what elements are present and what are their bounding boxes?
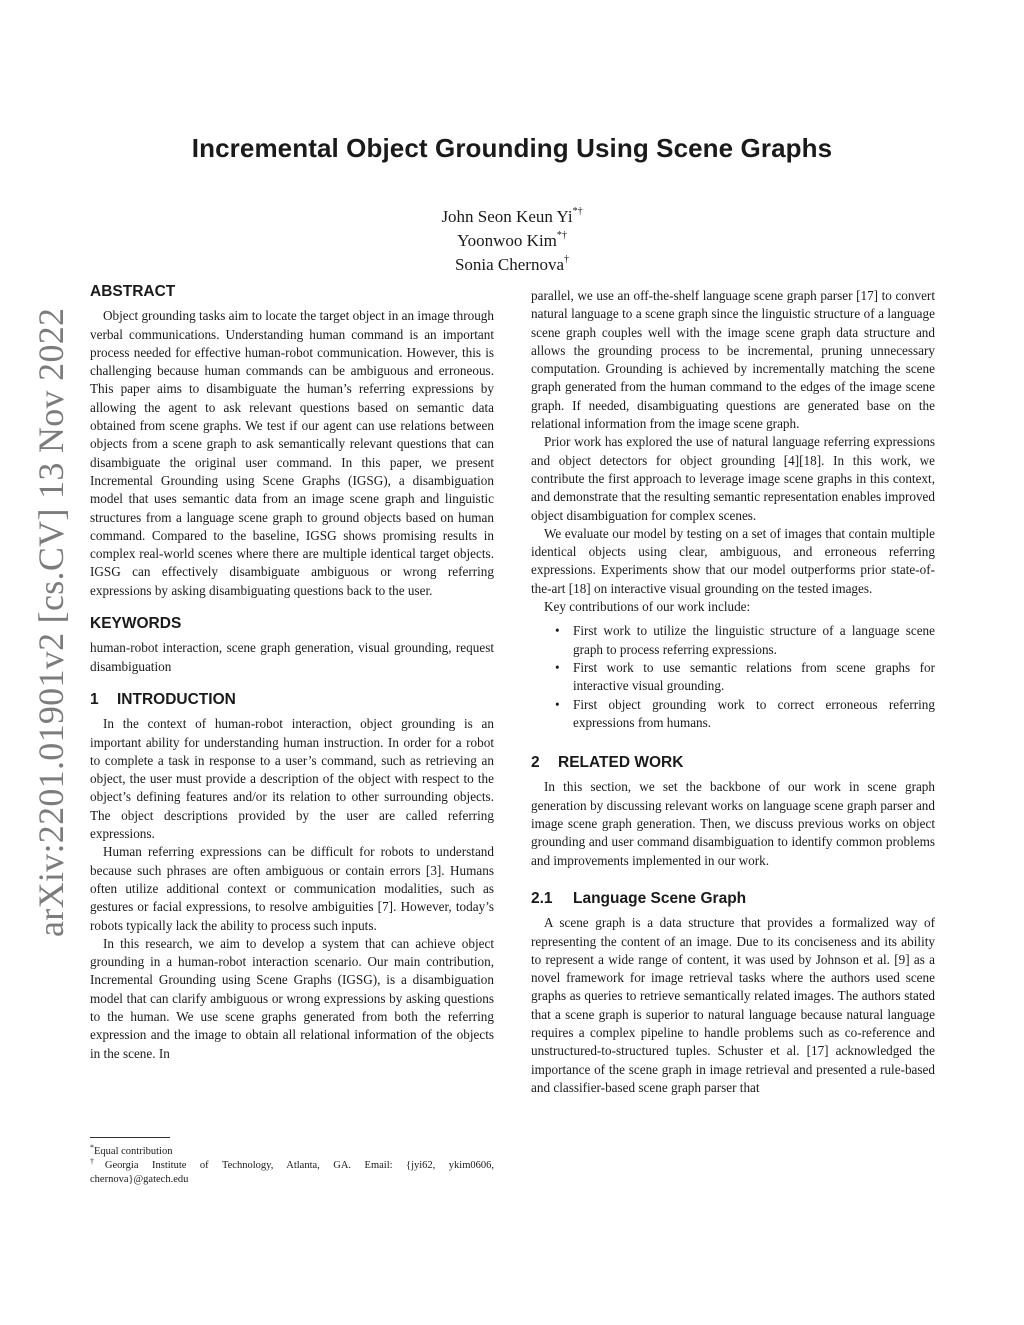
arxiv-stamp: arXiv:2201.01901v2 [cs.CV] 13 Nov 2022 <box>31 307 71 937</box>
contributions-list <box>531 622 935 732</box>
list-item: • First object grounding work to correct erroneous referring expressions from humans. <box>551 696 935 733</box>
intro-paragraph: We evaluate our model by testing on a set of images that contain multiple identical objects using clear, ambiguous, and erroneous referring expressions. Experiments show that our model outperforms prior state-of-the-art [18] on interactive visual grounding on the tested images. <box>531 525 935 596</box>
intro-paragraph: In this research, we aim to develop a system that can achieve object grounding in a human-robot interaction scenario. Our main contribution, Incremental Grounding using Scene Graphs (IGSG), is a disambiguation model that can clarify ambiguous or wrong expressions by asking questions to the human. We use scene graphs generated from both the referring expression and the image to obtain all relational information of the objects in the scene. In <box>90 935 494 1061</box>
author: Yoonwoo Kim*† <box>457 230 567 250</box>
author-marks: *† <box>572 206 583 217</box>
subsection-paragraph: A scene graph is a data structure that provides a formalized way of representing the content of an image. Due to its conciseness and its ability to represent a wide range of content, it was used by Johnson et al. [9] as a novel framework for image retrieval tasks where the authors used scene graphs as queries to retrieve semantically related images. The authors stated that a scene graph is superior to natural language because natural language requires a complex pipeline to handle problems such as co-reference and unstructured-to-structured tuples. Schuster et al. [17] acknowledged the importance of the scene graph in image retrieval and presented a rule-based and classifier-based scene graph parser that <box>531 915 935 1095</box>
author: John Seon Keun Yi*† <box>441 206 583 226</box>
intro-paragraph: In the context of human-robot interaction, object grounding is an important ability for understanding human instruction. In order for a robot to complete a task in response to a user’s command, such as retrieving an object, the user must provide a description of the object with respect to the object’s defining features and/or its relation to other surrounding objects. The object descriptions provided by the user are called referring expressions. <box>90 716 494 842</box>
intro-heading: 1 INTRODUCTION <box>90 690 236 708</box>
author-marks: *† <box>556 230 567 241</box>
keywords-heading: KEYWORDS <box>90 615 182 633</box>
list-item: • First work to use semantic relations from scene graphs for interactive visual grounding. <box>551 659 935 696</box>
author-marks: † <box>564 254 570 265</box>
footnote-rule <box>90 1137 170 1138</box>
intro-paragraph: parallel, we use an off-the-shelf language scene graph parser [17] to convert natural language to a scene graph since the linguistic structure of a language scene graph couples well with the image scene graph data structure and allows the grounding process to be incremental, pruning unnecessary computation. Grounding is achieved by incrementally matching the scene graph generated from the human command to the edges of the image scene graph. If needed, disambiguating questions are generated base on the relational information from the image scene graph. <box>531 288 935 432</box>
left-column <box>90 283 494 1063</box>
intro-paragraph: Human referring expressions can be difficult for robots to understand because such phrases are often ambiguous or contain errors [3]. Humans often utilize additional context or communication modalities, such as gestures or facial expressions, to resolve ambiguities [7]. However, today’s robots typically lack the ability to process such inputs. <box>90 844 494 933</box>
abstract-heading: ABSTRACT <box>90 283 176 300</box>
footnote: *Equal contribution <box>90 1143 173 1157</box>
author-list <box>312 205 712 277</box>
related-heading: 2 RELATED WORK <box>531 754 684 772</box>
intro-paragraph: Prior work has explored the use of natural language referring expressions and object detectors for object grounding [4][18]. In this work, we contribute the first approach to leverage image scene graphs in this context, and demonstrate that the resulting semantic representation enables improved object disambiguation for complex scenes. <box>531 434 935 523</box>
footnotes <box>90 1137 494 1187</box>
paper-title: Incremental Object Grounding Using Scene Graphs <box>191 133 833 163</box>
author: Sonia Chernova† <box>454 254 570 274</box>
abstract-text: Object grounding tasks aim to locate the target object in an image through verbal communications. Understanding human command is an important process needed for effective human-robot communication. However, this is challenging because human commands can be ambiguous and erroneous. This paper aims to disambiguate the human’s referring expressions by allowing the agent to ask relevant questions based on semantic data obtained from scene graphs. We test if our agent can use relations between objects from a scene graph to ask semantically relevant questions that can disambiguate the original user command. In this paper, we present Incremental Grounding using Scene Graphs (IGSG), a disambiguation model that uses semantic data from an image scene graph and linguistic structures from a language scene graph to ground objects based on human command. Compared to the baseline, IGSG shows promising results in complex real-world scenes where there are multiple identical target objects. IGSG can effectively disambiguate ambiguous or wrong referring expressions by asking disambiguating questions back to the user. <box>90 308 494 598</box>
list-item: • First work to utilize the linguistic structure of a language scene graph to process referring expressions. <box>551 622 935 659</box>
right-column <box>531 287 935 1097</box>
subsection-heading: 2.1 Language Scene Graph <box>531 889 747 907</box>
footnote: †Georgia Institute of Technology, Atlanta, GA. Email: {jyi62, ykim0606, chernova}@gatech.edu <box>90 1157 494 1185</box>
related-paragraph: In this section, we set the backbone of our work in scene graph generation by discussing relevant works on language scene graph parser and image scene graph generation. Then, we discuss previous works on object grounding and user command disambiguation to identify common problems and improvements implemented in our work. <box>531 779 935 868</box>
intro-paragraph: Key contributions of our work include: <box>544 599 751 615</box>
keywords-text: human-robot interaction, scene graph generation, visual grounding, request disambiguation <box>90 640 494 674</box>
